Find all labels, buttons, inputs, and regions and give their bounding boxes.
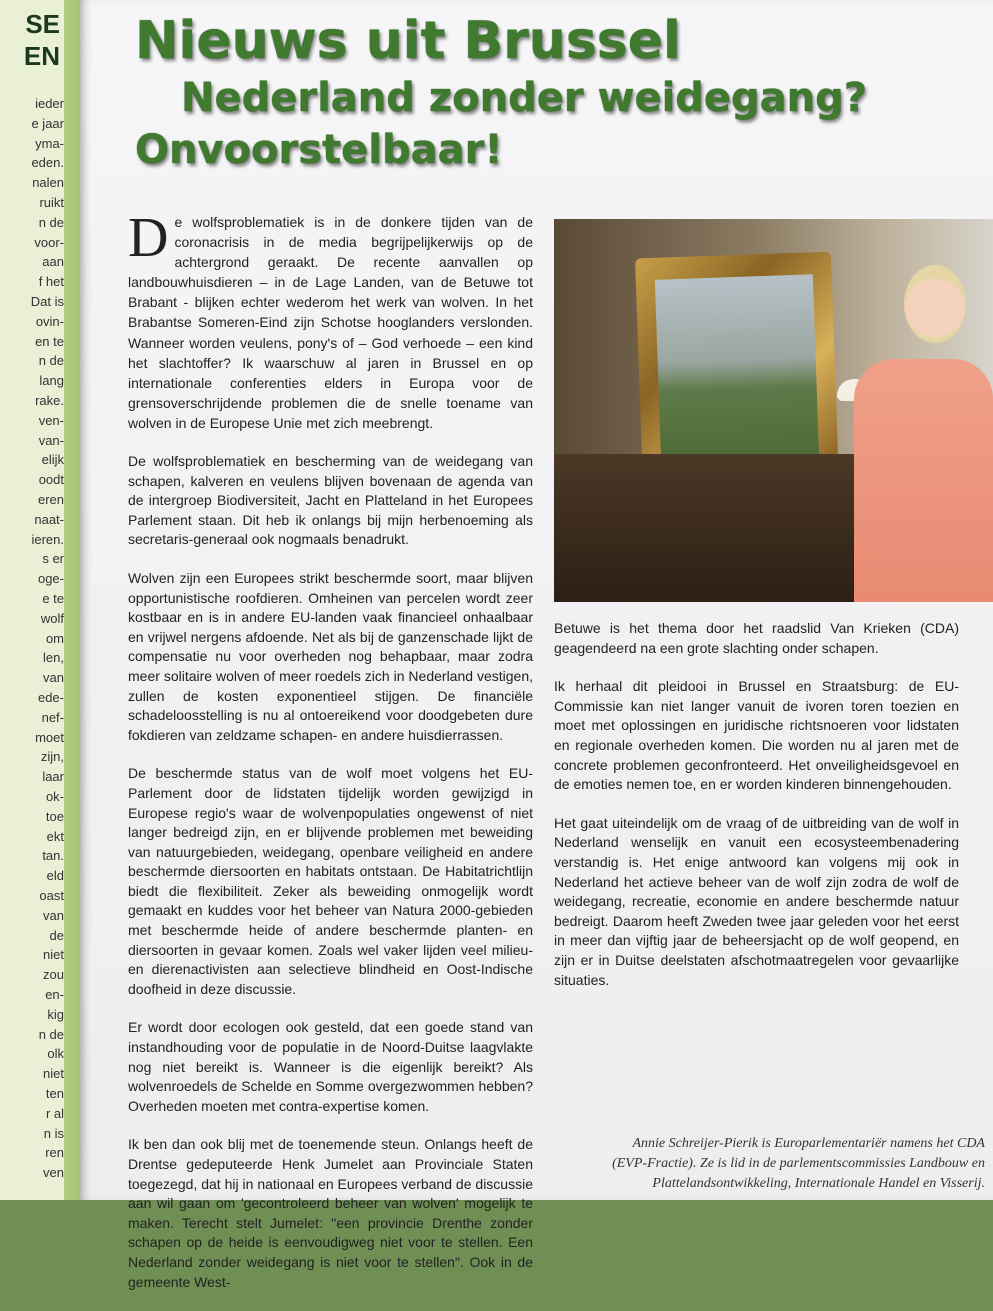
left-column (128, 452, 533, 1311)
body-paragraph: De wolfsproblematiek en bescherming van de weidegang van schapen, kalveren en veulens blijven bovenaan de agenda van de intergroep Biodiversiteit, Jacht en Platteland in het Europees Parlement staan. Dit heb ik onlangs bij mijn herbenoeming als secretaris-generaal ook nogmaals benadrukt. (128, 453, 533, 548)
author-photo (554, 219, 993, 602)
previous-page-text-line: niet (43, 947, 64, 963)
previous-page-text-line: ieren. (31, 531, 64, 547)
title-line-1: Nieuws uit Brussel (135, 11, 681, 71)
lead-text: e wolfsproblematiek is in de donkere tijden van de coronacrisis in de media begrijpelijkerwijs op de achtergrond geraakt. De recente aanvallen op landbouwhuisdieren – in de Lage Landen, van de Betuwe tot Brabant - blijken echter wederom het werk van wolven. In het Brabantse Someren-Eind zijn Schotse hooglanders verslonden. Wanneer worden veulens, pony's of – God verhoede – een kind het slachtoffer? Ik waarschuw al jaren in Brussel en op internationale conferenties elders in Europa voor de grensoverschrijdende problemen die de snelle toename van wolven in de Europese Unie met zich meebrengt. (128, 214, 533, 431)
previous-page-text-line: ovin- (35, 313, 64, 329)
previous-page-text-line: n de (38, 1026, 64, 1042)
previous-page-header (0, 8, 60, 72)
previous-page-text-line: voor- (34, 234, 64, 250)
previous-page-text-line: van- (38, 432, 64, 448)
previous-page-text-line: nalen (32, 175, 64, 191)
previous-page-text-line: elijk (41, 452, 64, 468)
title-line-3: Onvoorstelbaar! (135, 127, 503, 173)
previous-page-text-line: len, (43, 650, 64, 666)
previous-page-text-line: zou (43, 967, 64, 983)
author-head (904, 265, 966, 343)
drop-cap: D (128, 207, 169, 269)
body-paragraph: Wolven zijn een Europees strikt beschermde soort, maar blijven opportunistische roofdieren. Omheinen van percelen wordt zeer kostbaar en is in andere EU-landen vaak financieel onhaalbaar en vrijwel nergens afdoende. Net als bij de ganzenschade lijkt de compensatie nu voor overheden nog behapbaar, maar zodra meer solitaire wolven of meer roedels zich in Nederland vestigen, zullen de kosten exponentieel stijgen. De financiële schadeloosstelling is nu al ontoereikend voor doodgebeten dure fokdieren van zeldzame schapen- en andere huisdierrassen. (128, 569, 533, 743)
previous-page-text-line: n de (38, 214, 64, 230)
previous-page-text-line: zijn, (40, 749, 64, 765)
right-column (554, 619, 959, 1009)
lead-paragraph (128, 207, 533, 433)
previous-page-text-line: ieder (35, 96, 64, 111)
previous-page-text-line: s er (42, 551, 64, 567)
previous-page-text-line: f het (38, 274, 64, 290)
previous-page-text-line: eld (46, 868, 64, 884)
previous-page-text-line: naat- (34, 511, 64, 527)
previous-page-text-line: niet (43, 1066, 64, 1082)
author-figure (854, 359, 993, 602)
previous-page-text-line: r al (45, 1105, 64, 1121)
previous-page-text-line: tan. (42, 848, 64, 864)
previous-page-text-line: om (45, 630, 64, 646)
previous-page-text-line: van (43, 907, 64, 923)
body-paragraph: Het gaat uiteindelijk om de vraag of de uitbreiding van de wolf in Nederland wenselijk en vanuit een ecosysteembenadering verstandig is. Het enige antwoord kan volgens mij ook in Nederland het actieve beheer van de wolf zijn zodra de wolf de weidegang, recreatie, economie en andere beschermde natuur bedreigt. Daarom heeft Zweden twee jaar geleden voor het eerst in meer dan vijftig jaar de beheersjacht op de wolf geopend, en zijn er in Duitse deelstaten afschotmaatregelen voor gevaarlijke situaties. (554, 814, 959, 988)
previous-page-text-line: ede- (37, 690, 64, 705)
previous-page-text-line: nef- (41, 709, 64, 725)
author-byline: Annie Schreijer-Pierik is Europarlementariër namens het CDA (EVP-Fractie). Ze is lid in de parlementscommissies Landbouw en Plattelandsontwikkeling, Internationale Handel en Visserij. (612, 1136, 985, 1191)
body-paragraph: De beschermde status van de wolf moet volgens het EU-Parlement door de lidstaten tijdelijk worden gewijzigd in Europese regio's waar de wolvenpopulaties ongewenst of niet langer bedreigd zijn, en er blijvende problemen met beweiding van natuurgebieden, weidegang, openbare veiligheid en andere beschermde diersoorten en habitats ontstaan. De Habitatrichtlijn biedt die flexibiliteit. Zeker als beweiding onmogelijk wordt gemaakt en kuddes voor het beheer van Natura 2000-gebieden met beschermde heide of andere beschermde planten- en diersoorten in gevaar komen. Zoals wel vaker lijden veel milieu- en dierenactivisten aan selectieve blindheid en Oost-Indische doofheid in deze discussie. (128, 765, 533, 997)
previous-page-text-line: oodt (38, 472, 64, 488)
previous-page-text-line: ruikt (39, 195, 64, 210)
body-paragraph: Ik herhaal dit pleidooi in Brussel en Straatsburg: de EU-Commissie kan niet langer vanuit de ivoren toren toezien en moet met oplossingen en juridische richtsnoeren voor lidstaten en regionale overheden komen. Die worden nu al jaren met de concrete problemen geconfronteerd. Het onveiligheidsgevoel en de emoties nemen toe, en er worden kinderen binnengehouden. (554, 678, 959, 793)
previous-page-text-line: e te (42, 591, 64, 606)
previous-page-text-line: eren (37, 492, 64, 507)
previous-page-text-line: aan (42, 254, 64, 270)
previous-page-text-line: ekt (46, 828, 64, 844)
previous-page-text-line: en- (45, 987, 64, 1002)
previous-page-text-line: ven- (38, 412, 64, 428)
previous-page-text-line: toe (45, 808, 64, 824)
body-paragraph: Betuwe is het thema door het raadslid Van Krieken (CDA) geagendeerd na een grote slachting onder schapen. (554, 620, 959, 656)
previous-page-text-line: ren (45, 1145, 64, 1161)
previous-page-text-line: n de (38, 353, 64, 369)
previous-page-text-line: ten (45, 1086, 64, 1101)
previous-page-text-line: lang (39, 373, 64, 389)
previous-page-text-line: oast (39, 888, 64, 903)
previous-page-text-line: rake. (35, 393, 64, 408)
previous-page-text-line: laar (42, 769, 64, 785)
previous-page-text-line: e jaar (31, 115, 64, 131)
previous-page-text-line: de (49, 927, 64, 943)
previous-page-edge (0, 0, 80, 1200)
previous-page-text-line: kig (47, 1006, 64, 1022)
previous-page-text-line: n is (43, 1125, 64, 1141)
previous-page-text-line: oge- (37, 571, 64, 587)
previous-page-header-line: EN (23, 41, 60, 71)
article-title (135, 10, 965, 176)
magazine-page (80, 0, 993, 1290)
previous-page-text-line: eden. (31, 155, 64, 171)
previous-page-header-line: SE (25, 9, 60, 39)
previous-page-text-line: wolf (40, 610, 64, 626)
body-paragraph: Ik ben dan ook blij met de toenemende steun. Onlangs heeft de Drentse gedeputeerde Henk Jumelet aan Provinciale Staten toegezegd, dat hij in nationaal en Europees verband de discussie aan wil gaan om 'gecontroleerd beheer van wolven' mogelijk te maken. Terecht stelt Jumelet: "een provincie Drenthe zonder schapen op de heide is eenvoudigweg niet voor te stellen. Een Nederland zonder weidegang is niet voor te stellen". Ook in de gemeente West- (128, 1136, 533, 1290)
previous-page-text-line: Dat is (30, 294, 64, 309)
previous-page-text-line: olk (47, 1046, 64, 1062)
body-paragraph: Er wordt door ecologen ook gesteld, dat een goede stand van instandhouding voor de populatie in de Noord-Duitse laagvlakte nog niet bereikt is. Wanneer is die eigenlijk bereikt? Als wolvenroedels de Schelde en Somme overgezwommen hebben? Overheden moeten met contra-expertise komen. (128, 1019, 533, 1114)
landscape-painting (655, 274, 819, 465)
previous-page-text-line: yma- (35, 135, 64, 151)
previous-page-text-line: ven (43, 1165, 64, 1181)
previous-page-text-line: en te (35, 333, 64, 349)
previous-page-text-line: moet (35, 729, 64, 745)
title-line-2: Nederland zonder weidegang? (181, 75, 867, 121)
previous-page-text-line: van (43, 670, 64, 686)
previous-page-text-line: ok- (45, 789, 64, 804)
